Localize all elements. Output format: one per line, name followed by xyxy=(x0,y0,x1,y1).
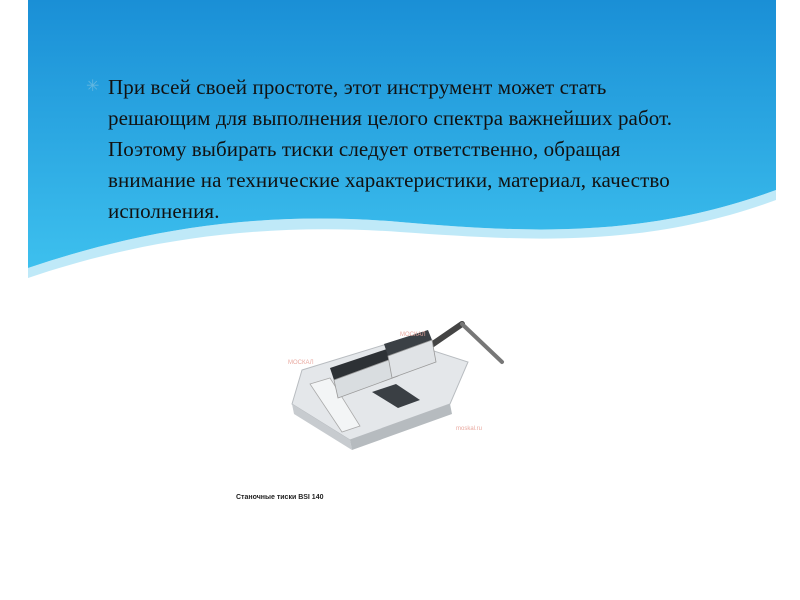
star-bullet-icon: ✳ xyxy=(86,78,100,95)
watermark-top: МОСКАЛ xyxy=(400,332,426,338)
vise-image xyxy=(280,300,520,460)
figure-caption: Станочные тиски BSI 140 xyxy=(236,494,324,501)
bullet-item xyxy=(86,72,706,227)
watermark-site: moskal.ru xyxy=(456,426,483,432)
bullet-list xyxy=(86,72,706,227)
bullet-text: При всей своей простоте, этот инструмент может стать решающим для выполнения целого спектра важнейших работ. Поэтому выбирать тиски следует ответственно, обращая внимание на технические характеристики, материал, качество исполнения. xyxy=(108,75,673,223)
watermark-left: МОСКАЛ xyxy=(288,360,314,366)
